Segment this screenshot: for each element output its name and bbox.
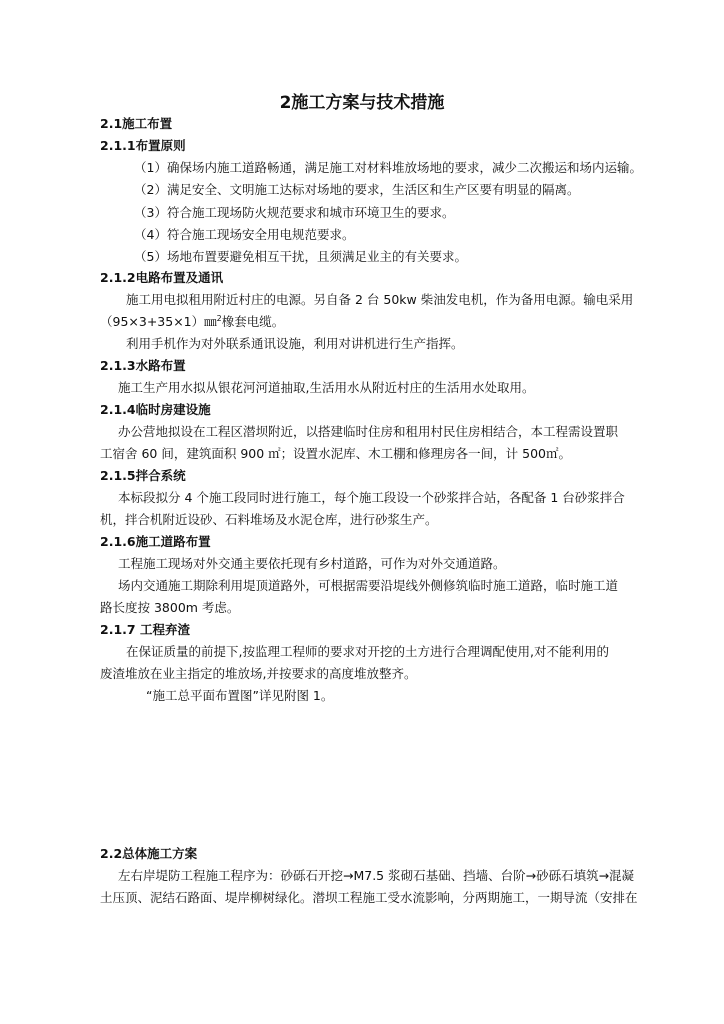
section-heading-2-1-2: 2.1.2电路布置及通讯: [100, 270, 224, 285]
paragraph: 左右岸堤防工程施工程序为：砂砾石开挖→M7.5 浆砌石基础、挡墙、台阶→砂砾石填筑→混凝: [118, 868, 635, 883]
paragraph: 工程施工现场对外交通主要依托现有乡村道路，可作为对外交通道路。: [118, 556, 506, 571]
section-heading-2-1-4: 2.1.4临时房建设施: [100, 402, 211, 417]
paragraph-continuation: 机，拌合机附近设砂、石料堆场及水泥仓库，进行砂浆生产。: [100, 512, 438, 527]
paragraph: 在保证质量的前提下,按监理工程师的要求对开挖的土方进行合理调配使用,对不能利用的: [126, 644, 609, 659]
paragraph: 办公营地拟设在工程区潜坝附近，以搭建临时住房和租用村民住房相结合，本工程需设置职: [118, 424, 619, 439]
paragraph: “施工总平面布置图”详见附图 1。: [146, 688, 334, 703]
superscript: 2: [216, 314, 222, 323]
text-span: （95×3+35×1）㎜: [100, 314, 217, 329]
section-heading-2-1-3: 2.1.3水路布置: [100, 358, 186, 373]
section-heading-2-1-5: 2.1.5拌合系统: [100, 468, 186, 483]
paragraph-continuation: [100, 314, 660, 330]
paragraph: （5）场地布置要避免相互干扰，且须满足业主的有关要求。: [134, 249, 467, 264]
paragraph: 施工用电拟租用附近村庄的电源。另自备 2 台 50kw 柴油发电机，作为备用电源。输电采用: [126, 292, 634, 307]
paragraph: 利用手机作为对外联系通讯设施，利用对讲机进行生产指挥。: [126, 336, 464, 351]
paragraph: 施工生产用水拟从银花河河道抽取,生活用水从附近村庄的生活用水处取用。: [118, 380, 535, 395]
paragraph-continuation: 路长度按 3800m 考虑。: [100, 600, 240, 615]
paragraph-continuation: 土压顶、泥结石路面、堤岸柳树绿化。潜坝工程施工受水流影响，分两期施工，一期导流（安排在: [100, 890, 638, 905]
section-heading-2-1-1: 2.1.1布置原则: [100, 138, 186, 153]
paragraph-continuation: 废渣堆放在业主指定的堆放场,并按要求的高度堆放整齐。: [100, 666, 417, 681]
paragraph-continuation: 工宿舍 60 间，建筑面积 900 ㎡；设置水泥库、木工棚和修理房各一间，计 500㎡。: [100, 446, 571, 461]
paragraph: （3）符合施工现场防火规范要求和城市环境卫生的要求。: [134, 205, 455, 220]
section-heading-2-1: 2.1施工布置: [100, 116, 173, 131]
text-span: 橡套电缆。: [221, 314, 285, 329]
section-heading-2-1-7: 2.1.7 工程弃渣: [100, 622, 190, 637]
paragraph: （4）符合施工现场安全用电规范要求。: [134, 227, 355, 242]
section-heading-2-1-6: 2.1.6施工道路布置: [100, 534, 211, 549]
paragraph: （1）确保场内施工道路畅通，满足施工对材料堆放场地的要求，减少二次搬运和场内运输。: [134, 160, 642, 175]
section-heading-2-2: 2.2总体施工方案: [100, 846, 198, 861]
paragraph: 本标段拟分 4 个施工段同时进行施工，每个施工段设一个砂浆拌合站，各配备 1 台砂浆拌合: [118, 490, 625, 505]
page-title: 2施工方案与技术措施: [279, 93, 445, 113]
paragraph: 场内交通施工期除利用堤顶道路外，可根据需要沿堤线外侧修筑临时施工道路，临时施工道: [118, 578, 619, 593]
paragraph: （2）满足安全、文明施工达标对场地的要求，生活区和生产区要有明显的隔离。: [134, 182, 580, 197]
